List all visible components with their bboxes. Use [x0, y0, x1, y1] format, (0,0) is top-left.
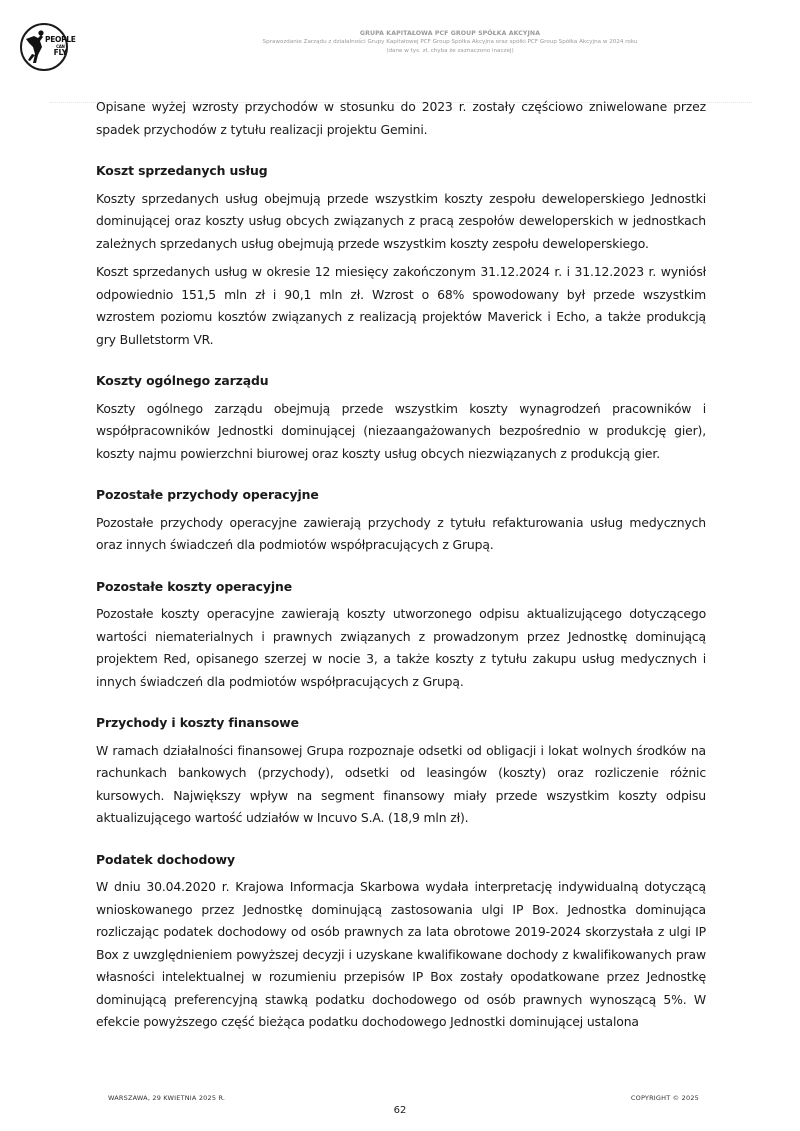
page-header: [150, 29, 750, 56]
company-logo: [20, 23, 76, 71]
section-paragraph: Pozostałe koszty operacyjne zawierają koszty utworzonego odpisu aktualizującego dotyczącego wartości niematerialnych i prawnych związanych z prowadzonym przez Jednostkę dominującą projektem Red, opisanego szerzej w nocie 3, a także koszty z tytułu zakupu usług medycznych i innych świadczeń dla podmiotów współpracujących z Grupą.: [96, 606, 706, 689]
section-title-other-operating-income: Pozostałe przychody operacyjne: [96, 487, 319, 502]
page-number: 62: [393, 1105, 407, 1116]
section-paragraph: Koszty sprzedanych usług obejmują przede wszystkim koszty zespołu deweloperskiego Jednostki dominującej oraz koszty usług obcych związanych z pracą zespołów deweloperskich w jednostkach zależnych sprzedanych usług obejmują przede wszystkim koszty zespołu deweloperskiego.: [96, 190, 706, 251]
header-company: GRUPA KAPITAŁOWA PCF GROUP SPÓŁKA AKCYJNA: [359, 30, 541, 37]
header-units-note: (dane w tys. zł, chyba że zaznaczono inaczej): [386, 48, 514, 54]
document-body: [96, 96, 706, 1034]
intro-paragraph: Opisane wyżej wzrosty przychodów w stosunku do 2023 r. zostały częściowo zniwelowane przez spadek przychodów z tytułu realizacji projektu Gemini.: [96, 99, 706, 137]
logo-line-3: FLY: [53, 48, 67, 57]
logo-line-2: CAN: [56, 44, 65, 49]
section-paragraph: Pozostałe przychody operacyjne zawierają przychody z tytułu refakturowania usług medycznych oraz innych świadczeń dla podmiotów współpracujących z Grupą.: [96, 514, 706, 552]
header-report-title: Sprawozdanie Zarządu z działalności Grupy Kapitałowej PCF Group Spółka Akcyjna oraz spółki PCF Group Spółka Akcyjna w 2024 roku: [262, 39, 638, 45]
logo-wordmark: [45, 36, 76, 57]
section-paragraph: Koszty ogólnego zarządu obejmują przede wszystkim koszty wynagrodzeń pracowników i współpracowników Jednostki dominującej (niezaangażowanych bezpośrednio w produkcję gier), koszty najmu powierzchni biurowej oraz koszty usług obcych niezwiązanych z produkcją gier.: [96, 400, 706, 461]
section-title-general-admin: Koszty ogólnego zarządu: [96, 373, 269, 388]
section-paragraph: W dniu 30.04.2020 r. Krajowa Informacja Skarbowa wydała interpretację indywidualną dotyczącą wnioskowanego przez Jednostkę dominującą zastosowania ulgi IP Box. Jednostka dominująca rozliczając podatek dochodowy od osób prawnych za lata obrotowe 2019-2024 skorzystała z ulgi IP Box z uwzględnieniem powyższej decyzji i uzyskane kwalifikowane dochody z kwalifikowanych praw własności intelektualnej w rozumieniu przepisów IP Box zostały opodatkowane przez Jednostkę dominującą preferencyjną stawką podatku dochodowego od osób prawnych wynoszącą 5%. W efekcie powyższego część bieżąca podatku dochodowego Jednostki dominującej ustalona: [96, 879, 706, 1029]
section-paragraph: Koszt sprzedanych usług w okresie 12 miesięcy zakończonym 31.12.2024 r. i 31.12.2023 r. wyniósł odpowiednio 151,5 mln zł i 90,1 mln zł. Wzrost o 68% spowodowany był przede wszystkim wzrostem poziomu kosztów związanych z realizacją projektów Maverick i Echo, a także produkcją gry Bulletstorm VR.: [96, 264, 706, 347]
section-title-finance: Przychody i koszty finansowe: [96, 715, 299, 730]
section-paragraph: W ramach działalności finansowej Grupa rozpoznaje odsetki od obligacji i lokat wolnych środków na rachunkach bankowych (przychody), odsetki od leasingów (koszty) oraz rozliczenie różnic kursowych. Największy wpływ na segment finansowy miały przede wszystkim koszty odpisu aktualizującego wartość udziałów w Incuvo S.A. (18,9 mln zł).: [96, 742, 706, 825]
section-title-other-operating-costs: Pozostałe koszty operacyjne: [96, 578, 293, 594]
footer-copyright: COPYRIGHT © 2025: [630, 1094, 699, 1102]
footer-place-date: WARSZAWA, 29 KWIETNIA 2025 R.: [108, 1094, 226, 1102]
logo-line-1: PEOPLE: [45, 35, 76, 44]
section-title-cost-of-services: Koszt sprzedanych usług: [96, 163, 268, 178]
section-title-income-tax: Podatek dochodowy: [96, 851, 235, 867]
